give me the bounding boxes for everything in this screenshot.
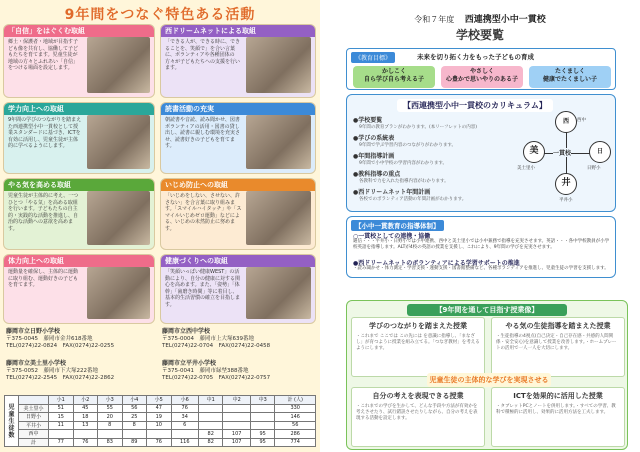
curriculum-item: ●西ドリームネット年間計画: [353, 189, 431, 196]
card-academic: [3, 102, 155, 174]
table-cell: 6: [171, 421, 198, 430]
table-row: [5, 413, 316, 422]
column-header: 中3: [250, 396, 275, 405]
school-address: 〒375-0004 藤岡市上大塚639番地: [162, 336, 254, 342]
card-confidence: [3, 24, 155, 98]
goal-label: 《教育目標》: [351, 52, 395, 63]
table-cell: 18: [73, 413, 98, 422]
row-label: 西中: [19, 430, 49, 439]
emblem-hino: 日: [589, 141, 611, 163]
page-title: 学校要覧: [455, 28, 504, 42]
lesson-box-continuity: [351, 317, 485, 377]
lesson-box-title: 自分の考えを表現できる授業: [372, 392, 464, 400]
column-header: 小6: [171, 396, 198, 405]
card-title: いじめ防止への取組: [161, 179, 315, 191]
table-cell: 45: [73, 404, 98, 413]
school-address: 〒375-0045 藤岡市金井618番地: [6, 336, 93, 342]
table-cell: 13: [73, 421, 98, 430]
card-photo: [246, 115, 311, 169]
table-cell: 8: [122, 421, 147, 430]
card-photo: [87, 191, 150, 245]
card-title: 西ドリームネットによる取組: [161, 25, 315, 37]
card-motivation: [3, 178, 155, 250]
curriculum-item: ●学校要覧: [353, 117, 383, 124]
row-label: 平井小: [19, 421, 49, 430]
card-text: 朝読書や音読、読み聞かせ、図書ボランティアの活用・図書の貸し出し、読書に親しむ環境を充実させ、読書好きの子どもを育てます。: [165, 117, 241, 149]
table-row: [5, 438, 316, 447]
card-title: やる気を高める取組: [4, 179, 154, 191]
emblem-midori: 美: [523, 141, 545, 163]
school-tel: TEL(0274)22-0705 FAX(0274)22-0757: [162, 375, 271, 381]
card-photo: [246, 37, 311, 93]
pill-main: 自ら学び自ら考える子: [363, 76, 424, 83]
pill-sub: やさしく: [469, 68, 494, 75]
column-header: 計 (人): [275, 396, 316, 405]
table-row: [5, 421, 316, 430]
emblem-hirai: 井: [555, 173, 577, 195]
curriculum-sub: 9年間で学ぶ学習内容のつながりがわかります。: [359, 143, 457, 148]
table-cell: 76: [171, 404, 198, 413]
table-cell: 77: [49, 438, 74, 447]
table-row: [5, 430, 316, 439]
lesson-vision-title: 【9年間を通して目指す授業像】: [407, 304, 567, 316]
column-header: 小4: [122, 396, 147, 405]
pill-sub: かしこく: [381, 68, 406, 75]
emblem-label-left: 美土里小: [517, 166, 535, 171]
table-cell: 146: [275, 413, 316, 422]
table-cell: 83: [98, 438, 123, 447]
school-info-nishi: [162, 328, 316, 350]
table-cell: 11: [49, 421, 74, 430]
column-header: [19, 396, 49, 405]
left-title: 9年間をつなぐ特色ある活動: [64, 7, 256, 23]
guidance-sub-heading: ○一貫校としての連携・協働: [353, 233, 431, 240]
guidance-text: ・読み聞かせ・体力測定・学習支援・運動支援・図書館整備など、各種ボランティアを推進し、児童生徒の学習を支援します。: [353, 266, 609, 271]
card-title: 「自信」をはぐくむ取組: [4, 25, 154, 37]
lesson-box-motivation: [491, 317, 625, 377]
emblem-label-right: 日野小: [587, 166, 601, 171]
card-text: 「できる人が、できる時に、できることを、笑顔で」を合い言葉に、ボランティアや各種団体の方々が子どもたちへの支援を行います。: [165, 39, 241, 71]
column-header: 小2: [73, 396, 98, 405]
guidance-sub-heading: ●西ドリームネットのボランティアによる学習サポートの推進: [353, 260, 520, 267]
lesson-box-text: ・これまで ここでは この先には を意識に指導し、「まなざし」が育つように授業を組み立てる。「つなぎ教材」を考えるようにします。: [356, 334, 480, 351]
table-cell: 95: [250, 430, 275, 439]
card-title: 健康づくりへの取組: [161, 255, 315, 267]
column-header: 小3: [98, 396, 123, 405]
table-row: [5, 404, 316, 413]
table-cell: [223, 404, 250, 413]
row-label: 日野小: [19, 413, 49, 422]
table-cell: 20: [98, 413, 123, 422]
goal-pill-kind: [441, 66, 523, 88]
card-title: 学力向上への取組: [4, 103, 154, 115]
table-cell: 82: [198, 430, 223, 439]
school-tel: TEL(0274)22-0704 FAX(0274)22-0458: [162, 343, 271, 349]
goal-text: 未来を切り拓く力をもった子どもの育成: [417, 53, 534, 61]
table-cell: 774: [275, 438, 316, 447]
lesson-box-text: ・これまでの学びを生かして、どんな手段や方法が有効かを考えさせたり、試行錯誤させたりしながら、自分の考えを表現する活動を設定します。: [356, 404, 478, 421]
card-photo: [246, 267, 311, 319]
school-tel: TEL(0274)22-2545 FAX(0274)22-2862: [6, 375, 115, 381]
emblem-nishi-chu: 西: [555, 111, 577, 133]
lesson-box-title: ICTを効果的に活用した授業: [513, 392, 603, 400]
table-cell: 330: [275, 404, 316, 413]
table-cell: [122, 430, 147, 439]
card-text: 郷土・保護者・地域が目指す子ども像を共有し、協働して子どもたちを育てます。児童生徒が地域の方々とふれあい「自信」をつける場面を設定します。: [8, 39, 79, 71]
pill-sub: たくましく: [554, 68, 585, 75]
table-cell: 76: [73, 438, 98, 447]
school-name: 藤岡市立美土里小学校: [6, 360, 67, 367]
guidance-system: [346, 216, 616, 278]
column-header: 中1: [198, 396, 223, 405]
table-cell: [73, 430, 98, 439]
lesson-box-title: やる気の生徒指導を踏まえた授業: [505, 322, 611, 330]
school-info-hino: [6, 328, 156, 350]
card-dreamnet: [160, 24, 316, 98]
card-text: 児童生徒が主体的に考え、一つひとつ「やる気」を高める取組を行います。子どもたちの自主的・実践的な活動を推進し、自治的な活動への意欲を高めます。: [8, 193, 79, 232]
card-text: 運動量を確保し、主体的に運動に取り組む、運動好きの子どもを育てます。: [8, 269, 79, 288]
table-cell: 8: [98, 421, 123, 430]
school-address: 〒375-0052 藤岡市下大塚222番地: [6, 368, 98, 374]
school-info-midori: [6, 360, 156, 382]
school-address: 〒375-0041 藤岡市緑埜388番地: [162, 368, 249, 374]
school-name: 藤岡市立日野小学校: [6, 328, 61, 335]
table-cell: 116: [171, 438, 198, 447]
row-label: 計: [19, 438, 49, 447]
table-cell: 15: [49, 413, 74, 422]
card-photo: [87, 37, 150, 93]
school-group-name: 西連携型小中一貫校: [464, 15, 546, 25]
emblem-label-top: 西中: [577, 118, 586, 123]
table-cell: 56: [275, 421, 316, 430]
curriculum-sub: 各校でのボランティア活動の年間計画がわかります。: [359, 197, 467, 202]
curriculum-box: [346, 94, 616, 212]
curriculum-sub: 9年間の教育プランがわかります。(本リーフレットの内容): [359, 125, 478, 130]
school-info-hirai: [162, 360, 316, 382]
table-cell: 95: [250, 438, 275, 447]
lesson-vision: [346, 300, 628, 450]
guidance-title: 【小中一貫教育の指導体制】: [351, 220, 444, 231]
table-cell: [223, 413, 250, 422]
guidance-text: 通信・・・平井小・日野小では小中連携、西中と美土里小では小中兼務で指導を充実させます。英語・・・各中学校教員が小学校英語を指導します。ALTが4校の英語の授業を支援し、これにより、9年間の学びを充実させます。: [353, 239, 610, 250]
table-header-row: [5, 396, 316, 405]
lesson-box-expression: [351, 387, 485, 447]
card-reading: [160, 102, 316, 174]
table-cell: [223, 421, 250, 430]
school-tel: TEL(0274)22-0824 FAX(0274)22-0255: [6, 343, 115, 349]
card-text: 「笑顔いっぱい健康WEST」の活動により、自分の健康に対する関心を高めます。また、「姿勢」「体幹」「歯磨き時間」等に着目し、基本的生活習慣の確立を目指します。: [165, 269, 241, 308]
table-cell: 34: [171, 413, 198, 422]
pill-main: 健康でたくましい子: [542, 76, 597, 83]
table-cell: 89: [122, 438, 147, 447]
table-cell: [250, 421, 275, 430]
card-text: 9年間の学びのつながりを踏まえた西連携型小中一貫校として授業スタンダードに基づき、ICTを有効に活用し、児童生徒が主体的に学べるようにします。: [8, 117, 82, 149]
table-cell: 47: [147, 404, 172, 413]
table-cell: [198, 421, 223, 430]
goal-pill-strong: [529, 66, 611, 88]
table-cell: [98, 430, 123, 439]
table-cell: [198, 404, 223, 413]
school-name: 藤岡市立西中学校: [162, 328, 211, 335]
card-fitness: [3, 254, 155, 324]
table-cell: [250, 404, 275, 413]
row-label: 美土里小: [19, 404, 49, 413]
table-cell: [198, 413, 223, 422]
table-cell: [171, 430, 198, 439]
education-goal: [346, 48, 616, 90]
lesson-box-text: ・生徒指導の4視点(自己決定・自己存在感・共感的人間関係・安全安心)を意識して授業を改善します。・ホームプレートの活用で一人一人を大切にします。: [496, 334, 617, 351]
card-title: 読書活動の充実: [161, 103, 315, 115]
pill-main: 心豊かで思いやりのある子: [445, 76, 518, 83]
table-cell: [250, 413, 275, 422]
lesson-box-ict: [491, 387, 625, 447]
school-name: 藤岡市立平井小学校: [162, 360, 217, 367]
table-cell: 10: [147, 421, 172, 430]
lesson-box-title: 学びのつながりを踏まえた授業: [369, 322, 467, 330]
card-photo: [87, 115, 150, 169]
curriculum-sub: 各教科で力を入れた指導内容がわかります。: [359, 179, 449, 184]
goal-pill-smart: [353, 66, 435, 88]
emblem-label-bottom: 平井小: [559, 198, 573, 203]
table-side-label: 児童生徒数: [5, 396, 19, 447]
table-cell: [49, 430, 74, 439]
enrollment-table: [4, 395, 316, 447]
lesson-box-text: ・タブレットPCとノートを併用します。・すべての学習、教科で積極的に活用し、効果的に活用方法を工夫します。: [496, 404, 616, 415]
card-text: 「いじめをしない、させない、許さない」を合言葉に取り組みます。「スマイルハイタッチ」や「スマイルいじめゼロ運動」などによる、いじめの未然防止に努めます。: [165, 193, 242, 232]
table-cell: 19: [147, 413, 172, 422]
lesson-center-message: 児童生徒の主体的な学びを実現させる: [427, 373, 551, 387]
table-cell: 107: [223, 438, 250, 447]
emblem-label-center: 一貫校: [553, 150, 572, 157]
column-header: 小1: [49, 396, 74, 405]
card-photo: [246, 191, 311, 245]
card-health: [160, 254, 316, 324]
curriculum-item: ●学びの系統表: [353, 135, 395, 142]
fiscal-year: 令和７年度: [414, 15, 455, 24]
table-cell: 76: [147, 438, 172, 447]
right-panel: [320, 0, 640, 452]
table-cell: 55: [98, 404, 123, 413]
table-cell: 51: [49, 404, 74, 413]
school-header: [320, 12, 640, 25]
table-cell: 107: [223, 430, 250, 439]
curriculum-title: 【西連携型小中一貫校のカリキュラム】: [397, 99, 553, 112]
card-photo: [87, 267, 150, 319]
card-anti-bullying: [160, 178, 316, 250]
column-header: 小5: [147, 396, 172, 405]
table-cell: 56: [122, 404, 147, 413]
table-cell: [147, 430, 172, 439]
table-cell: 286: [275, 430, 316, 439]
card-title: 体力向上への取組: [4, 255, 154, 267]
curriculum-item: ●教科指導の重点: [353, 171, 401, 178]
table-cell: 82: [198, 438, 223, 447]
table-cell: 25: [122, 413, 147, 422]
column-header: 中2: [223, 396, 250, 405]
curriculum-sub: 9年間で小中学校の学習内容がわかります。: [359, 161, 448, 166]
curriculum-item: ●年間指導計画: [353, 153, 395, 160]
